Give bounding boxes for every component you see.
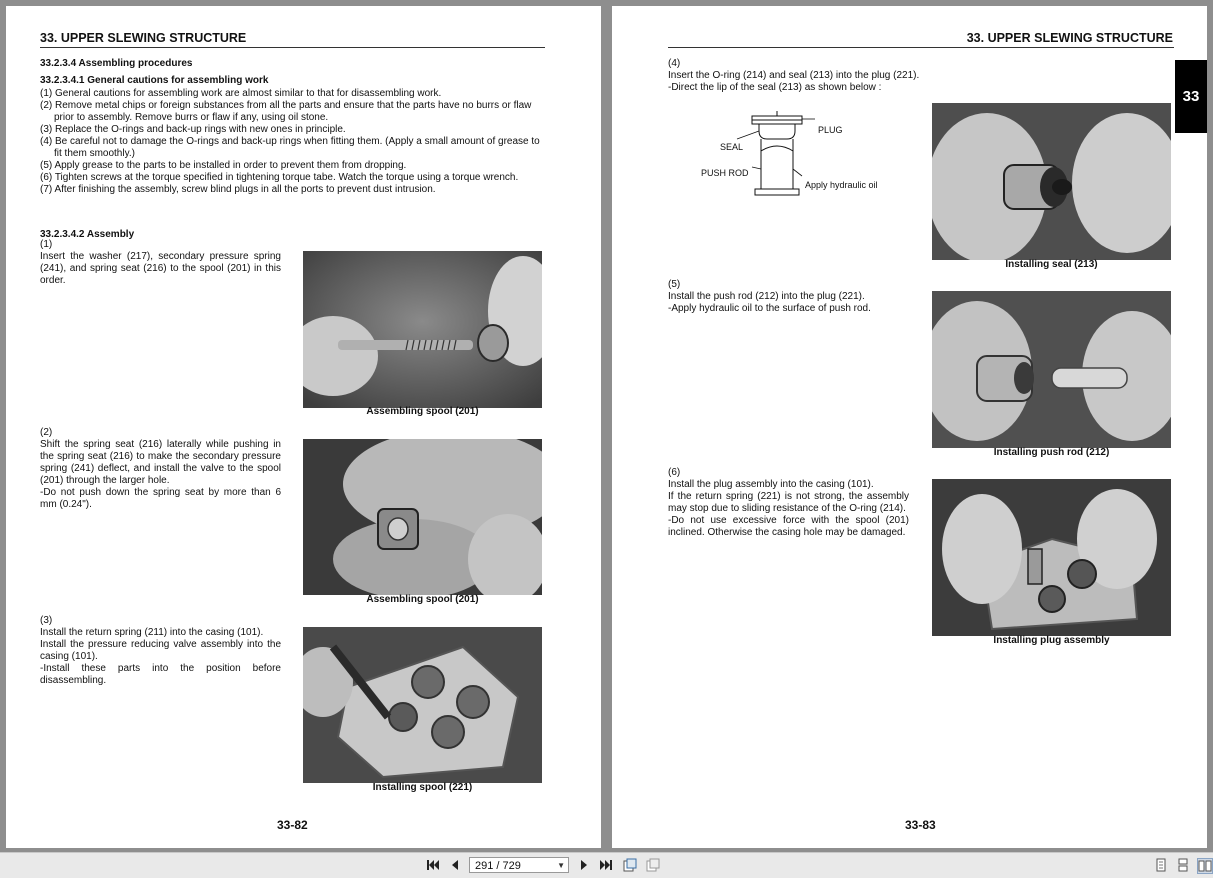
two-page-view-icon[interactable]	[1197, 858, 1213, 874]
caution-item: (2) Remove metal chips or foreign substances from all the parts and ensure that the parts have no burrs or flaw prior to assembly. Remove burrs or flaw if any, using oil stone.	[40, 100, 532, 123]
page-header: 33. UPPER SLEWING STRUCTURE	[40, 31, 247, 45]
photo-caption: Installing seal (213)	[1005, 259, 1098, 270]
page-number-field[interactable]	[469, 857, 569, 873]
step-line: Install the plug assembly into the casing (101).	[668, 479, 874, 490]
caution-item: (6) Tighten screws at the torque specified in tightening torque tabe. Watch the torque using a torque wrench.	[40, 172, 519, 183]
photo-installing-spool	[303, 627, 542, 783]
step-line: Install the return spring (211) into the casing (101).	[40, 627, 264, 638]
step-number: (3)	[40, 615, 53, 626]
step-number: (1)	[40, 239, 53, 250]
single-page-view-icon[interactable]	[1154, 858, 1168, 872]
step-line: Install the push rod (212) into the plug (221).	[668, 291, 865, 302]
step-line: -Do not push down the spring seat by more than 6 mm (0.24").	[40, 487, 281, 510]
photo-installing-push-rod	[932, 291, 1171, 448]
viewer-toolbar	[0, 852, 1213, 878]
continuous-view-icon[interactable]	[1176, 858, 1190, 872]
step-line: -Do not use excessive force with the spool (201) inclined. Otherwise the casing hole may be damaged.	[668, 515, 909, 538]
fit-width-icon[interactable]	[646, 858, 660, 872]
step-text	[40, 439, 281, 511]
step-line: -Install these parts into the position before disassembling.	[40, 663, 281, 686]
step-line: -Direct the lip of the seal (213) as shown below :	[668, 82, 882, 93]
step-number: (5)	[668, 279, 681, 290]
cautions-list	[40, 88, 546, 196]
step-line: If the return spring (221) is not strong, the assembly may stop due to sliding resistance of the O-ring (214).	[668, 491, 909, 514]
page-indicator: 291 / 729	[475, 860, 521, 872]
diagram-label-push-rod: PUSH ROD	[701, 168, 749, 178]
photo-assembling-spool-valve	[303, 439, 542, 595]
step-line: Shift the spring seat (216) laterally while pushing in the spring seat (216) to make the secondary pressure spring (241) deflect, and install the valve to the spool (201) through the larger hole.	[40, 439, 281, 486]
seal-direction-diagram	[697, 111, 897, 206]
page-number: 33-82	[277, 818, 308, 832]
caution-item: (3) Replace the O-rings and back-up rings with new ones in principle.	[40, 124, 346, 135]
step-text	[40, 627, 281, 687]
first-page-icon[interactable]	[426, 858, 440, 872]
caution-item: (5) Apply grease to the parts to be installed in order to prevent them from dropping.	[40, 160, 407, 171]
page-header: 33. UPPER SLEWING STRUCTURE	[966, 31, 1173, 45]
step-text	[668, 291, 928, 315]
document-page-left	[6, 6, 601, 848]
diagram-label-seal: SEAL	[720, 142, 744, 152]
photo-caption: Assembling spool (201)	[366, 594, 479, 605]
fit-page-icon[interactable]	[623, 858, 637, 872]
step-line: -Apply hydraulic oil to the surface of push rod.	[668, 303, 871, 314]
step-line: Install the pressure reducing valve assembly into the casing (101).	[40, 639, 281, 662]
photo-installing-seal	[932, 103, 1171, 260]
caution-item: (4) Be careful not to damage the O-rings and back-up rings when fitting them. (Apply a small amount of grease to fit them smoothly.)	[40, 136, 540, 159]
step-text	[668, 479, 909, 539]
step-text	[668, 70, 928, 94]
document-page-right	[612, 6, 1207, 848]
caution-item: (7) After finishing the assembly, screw blind plugs in all the ports to prevent dust intrusion.	[40, 184, 436, 195]
subsection-title: 33.2.3.4.1 General cautions for assembling work	[40, 75, 269, 86]
next-page-icon[interactable]	[577, 858, 591, 872]
chevron-down-icon[interactable]: ▼	[557, 861, 565, 870]
photo-caption: Installing push rod (212)	[993, 447, 1110, 458]
photo-caption: Assembling spool (201)	[366, 406, 479, 417]
step-number: (2)	[40, 427, 53, 438]
photo-installing-plug-assembly	[932, 479, 1171, 636]
step-number: (6)	[668, 467, 681, 478]
prev-page-icon[interactable]	[448, 858, 462, 872]
photo-caption: Installing plug assembly	[993, 635, 1110, 646]
section-title: 33.2.3.4 Assembling procedures	[40, 58, 193, 69]
last-page-icon[interactable]	[599, 858, 613, 872]
step-text: Insert the washer (217), secondary pressure spring (241), and spring seat (216) to the spool (201) in this order.	[40, 251, 281, 286]
photo-assembling-spool	[303, 251, 542, 408]
chapter-tab: 33	[1175, 60, 1207, 133]
header-rule	[40, 47, 545, 48]
page-number: 33-83	[905, 818, 936, 832]
step-number: (4)	[668, 58, 681, 69]
photo-caption: Installing spool (221)	[372, 782, 473, 793]
caution-item: (1) General cautions for assembling work are almost similar to that for disassembling work.	[40, 88, 442, 99]
diagram-label-plug: PLUG	[818, 125, 843, 135]
step-line: Insert the O-ring (214) and seal (213) into the plug (221).	[668, 70, 920, 81]
diagram-label-oil: Apply hydraulic oil	[805, 180, 878, 190]
assembly-title: 33.2.3.4.2 Assembly	[40, 229, 135, 240]
header-rule	[668, 47, 1174, 48]
